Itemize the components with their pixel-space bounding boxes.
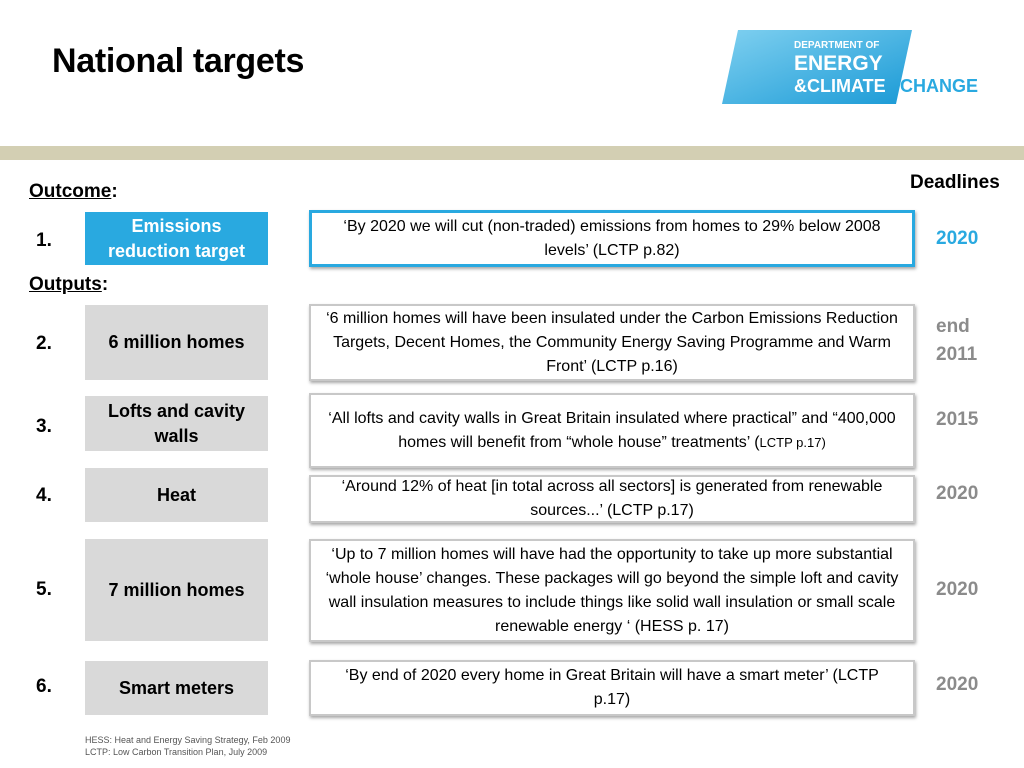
logo-line4: CHANGE [900, 76, 979, 96]
row-number: 1. [36, 230, 52, 251]
target-quote: ‘By 2020 we will cut (non-traded) emissions from homes to 29% below 2008 levels’ (LCTP p.82) [309, 210, 915, 267]
outcome-label: Outcome: [29, 181, 118, 202]
target-tag-heat: Heat [85, 468, 268, 522]
target-tag-smart-meters: Smart meters [85, 661, 268, 715]
outputs-label: Outputs: [29, 274, 109, 295]
row-number: 3. [36, 416, 52, 437]
deadline-value: 2020 [936, 228, 979, 249]
page-title: National targets [52, 42, 305, 80]
row-number: 4. [36, 485, 52, 506]
deadline-value: 2020 [936, 579, 979, 600]
target-quote: ‘By end of 2020 every home in Great Britain will have a smart meter’ (LCTP p.17) [309, 660, 915, 716]
target-tag-emissions: Emissions reduction target [85, 212, 268, 265]
logo-line2: ENERGY [794, 52, 883, 75]
logo-line1: DEPARTMENT OF [794, 40, 880, 51]
target-tag-6-million-homes: 6 million homes [85, 305, 268, 380]
decc-logo [722, 30, 992, 104]
target-quote: ‘Up to 7 million homes will have had the opportunity to take up more substantial ‘whole house’ changes. These packages will go beyond the simple loft and cavity wall insulation measures to include things like solid wall insulation or small scale renewable energy ‘ (HESS p. 17) [309, 539, 915, 642]
target-tag-lofts-cavity: Lofts and cavity walls [85, 396, 268, 451]
footnotes [85, 734, 290, 758]
deadlines-heading: Deadlines [910, 172, 1000, 193]
row-number: 2. [36, 333, 52, 354]
target-quote: ‘6 million homes will have been insulated under the Carbon Emissions Reduction Targets, Decent Homes, the Community Energy Saving Programme and Warm Front’ (LCTP p.16) [309, 304, 915, 381]
deadline-value: 2015 [936, 409, 979, 430]
footnote: HESS: Heat and Energy Saving Strategy, Feb 2009 [85, 735, 291, 745]
deadline-value: 2020 [936, 483, 979, 504]
header-divider [0, 146, 1024, 160]
deadline-value: end 2011 [936, 316, 978, 365]
deadline-value: 2020 [936, 674, 979, 695]
target-quote: ‘Around 12% of heat [in total across all sectors] is generated from renewable sources...’ (LCTP p.17) [309, 475, 915, 523]
target-tag-7-million-homes: 7 million homes [85, 539, 268, 641]
footnote: LCTP: Low Carbon Transition Plan, July 2009 [85, 747, 268, 757]
target-quote: ‘All lofts and cavity walls in Great Britain insulated where practical” and “400,000 homes will benefit from “whole house” treatments’ (LCTP p.17) [309, 393, 915, 468]
logo-line3: &CLIMATE [794, 76, 886, 96]
row-number: 5. [36, 579, 52, 600]
row-number: 6. [36, 676, 52, 697]
